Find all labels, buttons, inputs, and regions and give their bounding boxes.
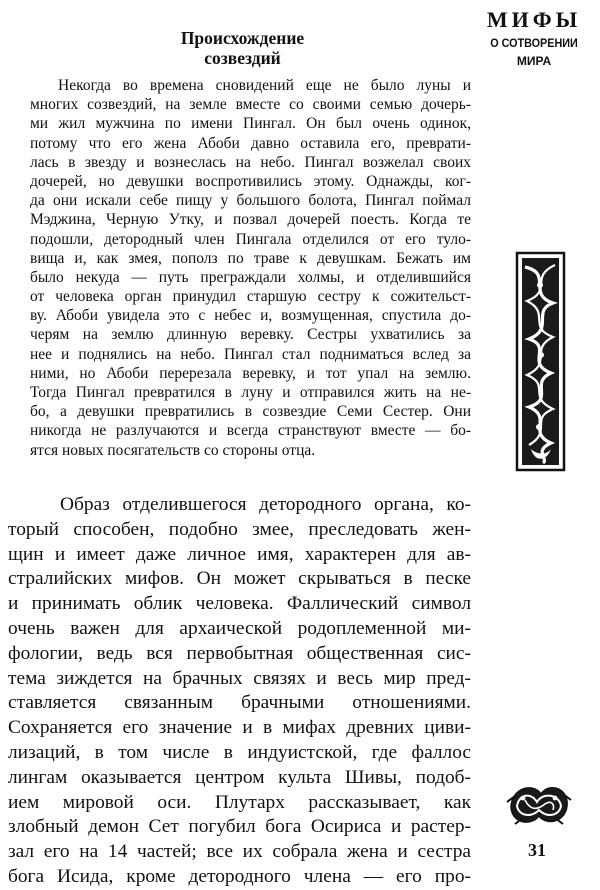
celtic-knot-column-icon <box>513 251 568 472</box>
myth-line: ятся новых посягательств со стороны отца. <box>30 441 316 459</box>
commentary-line: бога Исида, кроме детородного члена — его про- <box>8 865 471 887</box>
myth-line: да они искали себе пищу у большого болота, Пингал поймал <box>30 192 471 210</box>
myth-line: ву. Абоби увидела это с небес и, возмущенная, спустила до- <box>30 307 471 325</box>
myth-line: потому что его жена Абоби давно оставила его, преврати- <box>30 134 471 152</box>
myth-title <box>120 28 365 68</box>
myth-line: дочерей, но девушки воспротивились этому. Однажды, ког- <box>30 172 471 190</box>
myth-line: вища и, как змея, пополз по траве к девушкам. Бежать им <box>30 249 471 267</box>
myth-line: бо, а девушки превратились в созвездие Семи Сестер. Они <box>30 403 471 421</box>
section-header-title: МИФЫ <box>486 7 582 32</box>
myth-line: от человека орган принудил старшую сестру к сожительст- <box>30 288 471 306</box>
myth-line: ними, но Абоби перерезала веревку, и тот упал на землю. <box>30 364 471 382</box>
section-header-subtitle-2: МИРА <box>516 54 552 68</box>
myth-line: Тогда Пингал превратился в луну и отправился жить на не- <box>30 384 471 401</box>
commentary-line: фологии, ведь вся первобытная общественная сис- <box>8 642 471 664</box>
myth-line: нее и поднялись на небо. Пингал стал подниматься вслед за <box>30 345 471 363</box>
section-header <box>478 6 590 70</box>
commentary-line: лингам оказывается центром культа Шивы, подоб- <box>8 766 471 788</box>
myth-line: Мэджина, Черную Утку, и позвал дочерей поесть. Когда те <box>30 211 471 229</box>
commentary-line: ставляется связанным брачными отношениями. <box>8 692 471 714</box>
commentary-line: лизаций, в том числе в индуистской, где фаллос <box>8 741 471 763</box>
commentary-text <box>8 493 471 890</box>
myth-title-line-2: созвездий <box>204 48 281 68</box>
commentary-line: щин и имеет даже личное имя, характерен для ав- <box>8 543 471 565</box>
myth-line: никогда не разлучаются и всегда странствуют вместе — бо- <box>30 422 471 440</box>
myth-title-line-1: Происхождение <box>180 28 305 48</box>
myth-line: Некогда во времена сновидений еще не было луны и <box>58 77 471 94</box>
commentary-line: Сохраняется его значение и в мифах древних циви- <box>8 717 471 739</box>
myth-line: лась в звезду и вознеслась на небо. Пингал возжелал своих <box>30 153 471 171</box>
commentary-line: очень важен для архаической родоплеменной ми- <box>8 617 471 639</box>
page-number: 31 <box>528 840 546 860</box>
commentary-line: стралийских мифов. Он может скрываться в песке <box>8 568 471 590</box>
commentary-line: и принимать облик человека. Фаллический символ <box>8 593 471 615</box>
commentary-line: злобный демон Сет погубил бога Осириса и растер- <box>8 816 471 838</box>
commentary-line: торый способен, подобно змее, преследовать жен- <box>8 518 471 540</box>
celtic-beast-ornament-icon <box>505 778 573 830</box>
myth-text <box>30 76 471 460</box>
section-header-subtitle-1: О СОТВОРЕНИИ <box>490 36 578 50</box>
myth-line: ми жил мужчина по имени Пингал. Он был очень одинок, <box>30 115 471 133</box>
myth-line: было некуда — путь преграждали холмы, и отделившийся <box>30 268 471 286</box>
commentary-line: зал его на 14 частей; все их собрала жена и сестра <box>8 841 471 863</box>
myth-line: черям на землю длинную веревку. Сестры ухватились за <box>30 326 471 344</box>
commentary-line: тема зиждется на брачных связях и весь мир пред- <box>8 667 471 689</box>
myth-line: многих созвездий, на земле вместе со своими семью дочерь- <box>30 96 471 114</box>
commentary-line: ием мировой оси. Плутарх рассказывает, как <box>8 791 471 813</box>
myth-line: подошли, детородный член Пингала отделился от его туло- <box>30 230 471 248</box>
commentary-line: Образ отделившегося детородного органа, ко- <box>60 494 471 515</box>
